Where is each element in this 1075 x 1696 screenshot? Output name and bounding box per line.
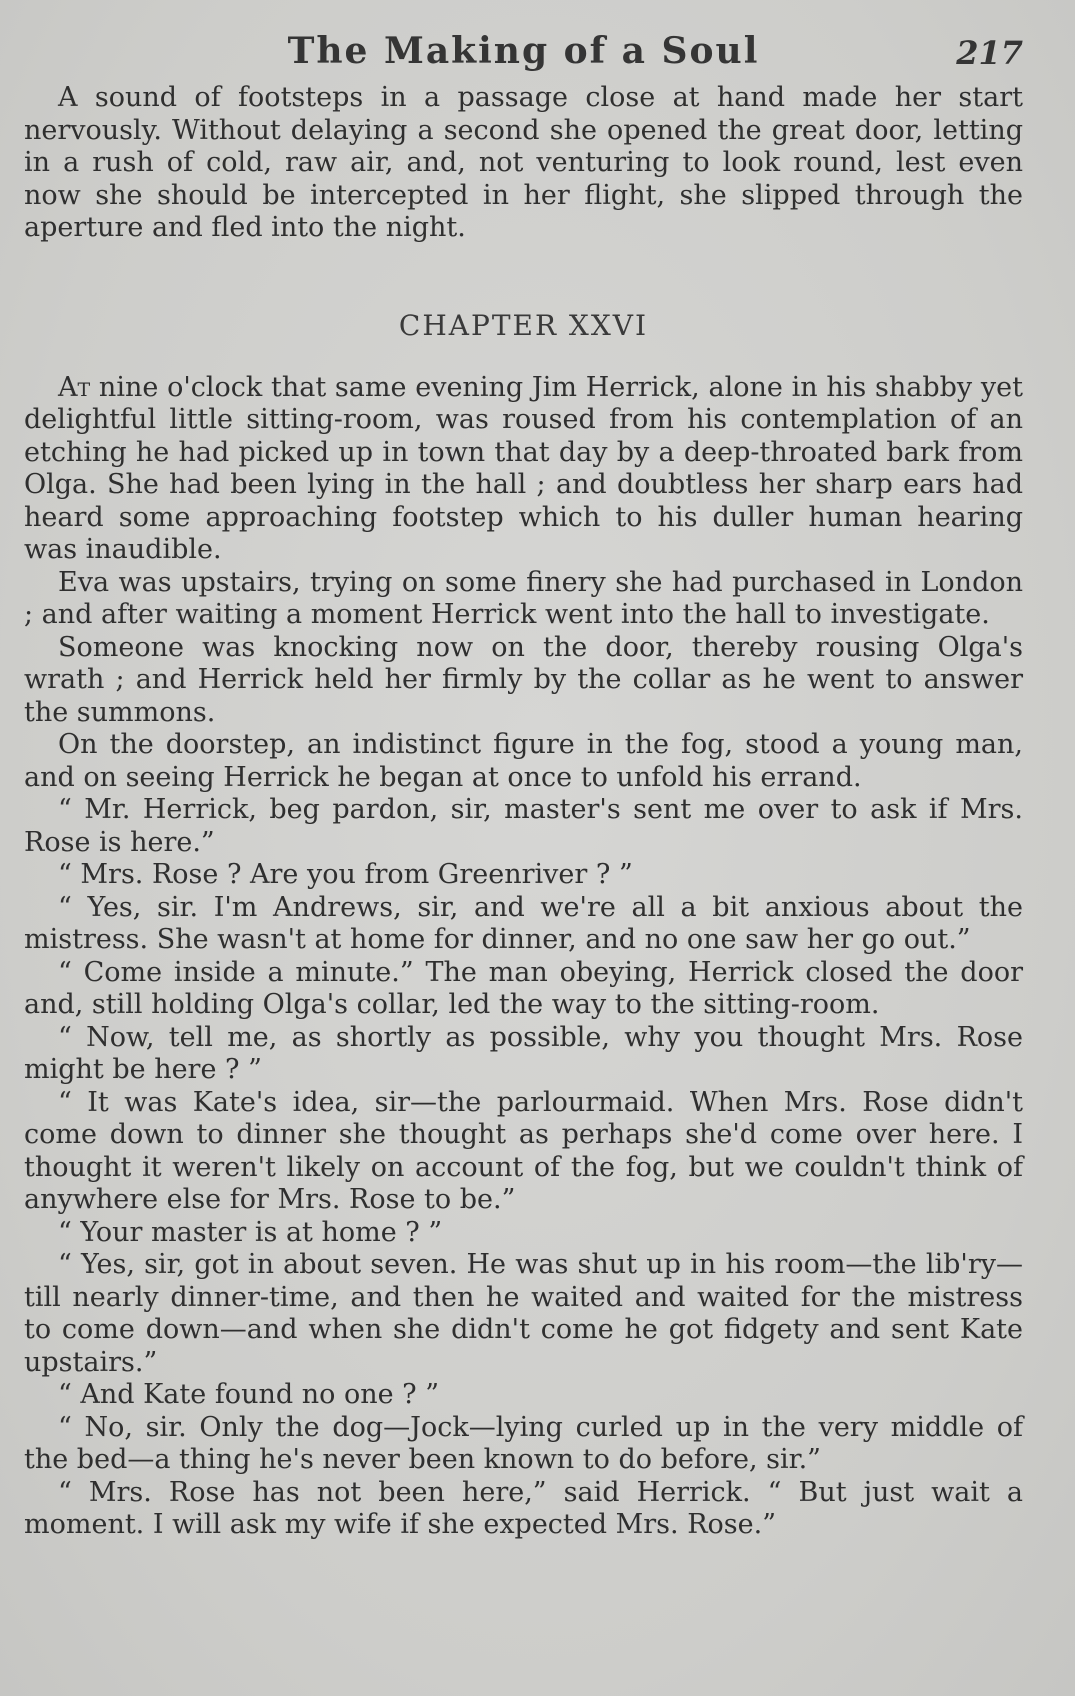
page-number: 217: [956, 34, 1023, 72]
dialogue-paragraph: “ Yes, sir. I'm Andrews, sir, and we're all a bit anxious about the mistress. She wasn't at home for dinner, and no one saw her go out.”: [24, 891, 1023, 955]
dialogue-paragraph: “ No, sir. Only the dog—Jock—lying curled up in the very middle of the bed—a thing he's never been known to do before, sir.”: [24, 1411, 1023, 1475]
running-title: The Making of a Soul: [287, 30, 760, 72]
paragraph: On the doorstep, an indistinct figure in the fog, stood a young man, and on seeing Herrick he began at once to unfold his errand.: [24, 729, 1023, 793]
opening-paragraph: A sound of footsteps in a passage close at hand made her start nervously. Without delaying a second she opened the great door, letting in a rush of cold, raw air, and, not venturing to look round, lest even now she should be intercepted in her flight, she slipped through the aperture and fled into the night.: [24, 82, 1023, 243]
chapter-first-word: At: [58, 371, 91, 403]
dialogue-paragraph: “ It was Kate's idea, sir—the parlourmaid. When Mrs. Rose didn't come down to dinner she thought as perhaps she'd come over here. I thought it weren't likely on account of the fog, but we couldn't think of anywhere else for Mrs. Rose to be.”: [24, 1086, 1023, 1215]
paragraph: Someone was knocking now on the door, thereby rousing Olga's wrath ; and Herrick held her firmly by the collar as he went to answer the summons.: [24, 631, 1023, 728]
dialogue-paragraph: “ Now, tell me, as shortly as possible, why you thought Mrs. Rose might be here ? ”: [24, 1021, 1023, 1085]
dialogue-paragraph: “ And Kate found no one ? ”: [58, 1379, 440, 1410]
dialogue-paragraph: “ Yes, sir, got in about seven. He was shut up in his room—the lib'ry—till nearly dinner-time, and then he waited and waited for the mistress to come down—and when she didn't come he got fidgety and sent Kate upstairs.”: [24, 1249, 1023, 1378]
page-header: [24, 30, 1023, 82]
dialogue-paragraph: “ Mr. Herrick, beg pardon, sir, master's sent me over to ask if Mrs. Rose is here.”: [24, 794, 1023, 858]
dialogue-paragraph: “ Your master is at home ? ”: [58, 1216, 443, 1248]
dialogue-paragraph: “ Mrs. Rose ? Are you from Greenriver ? ”: [58, 859, 633, 890]
chapter-first-paragraph-text: nine o'clock that same evening Jim Herrick, alone in his shabby yet delightful little sitting-room, was roused from his contemplation of an etching he had picked up in town that day by a deep-throated bark from Olga. She had been lying in the hall ; and doubtless her sharp ears had heard some approaching footstep which to his duller human hearing was inaudible.: [24, 371, 1023, 565]
paragraph: Eva was upstairs, trying on some finery she had purchased in London ; and after waiting a moment Herrick went into the hall to investigate.: [24, 566, 1023, 630]
dialogue-paragraph: “ Mrs. Rose has not been here,” said Herrick. “ But just wait a moment. I will ask my wife if she expected Mrs. Rose.”: [24, 1476, 1023, 1540]
dialogue-paragraph: “ Come inside a minute.” The man obeying, Herrick closed the door and, still holding Olga's collar, led the way to the sitting-room.: [24, 956, 1023, 1020]
chapter-first-paragraph: [24, 372, 1023, 567]
chapter-heading: CHAPTER XXVI: [398, 308, 649, 342]
